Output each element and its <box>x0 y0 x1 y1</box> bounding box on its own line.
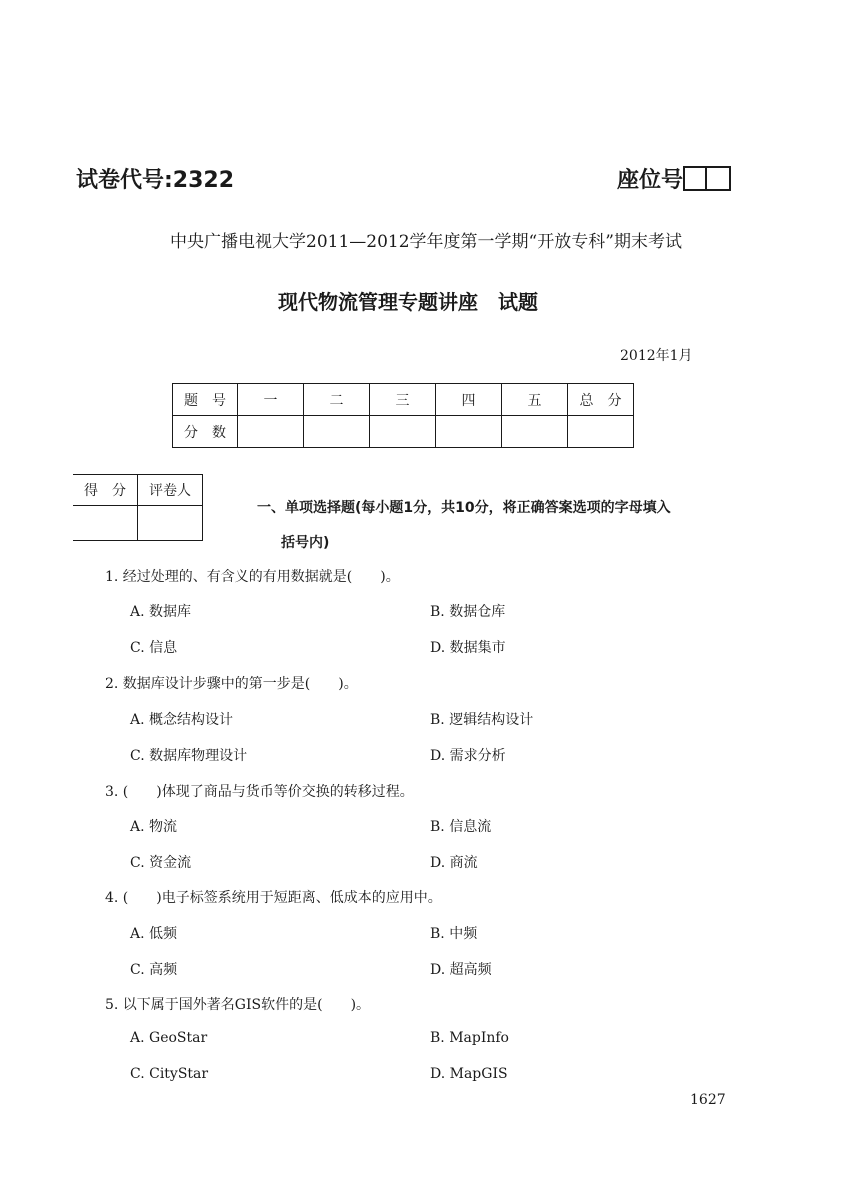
option: B. 中频 <box>430 926 478 942</box>
section-heading-cont: 括号内) <box>281 535 330 551</box>
option: A. GeoStar <box>130 1030 208 1046</box>
grader-blank-cell <box>73 506 138 541</box>
option: A. 概念结构设计 <box>130 712 234 728</box>
seat-label: 座位号 <box>617 168 684 193</box>
page-number: 1627 <box>690 1092 726 1108</box>
option: D. 商流 <box>430 855 478 871</box>
score-table-cell: 二 <box>304 384 370 416</box>
grader-score-label: 得 分 <box>73 475 138 506</box>
question-stem: 3. ( )体现了商品与货币等价交换的转移过程。 <box>105 784 414 800</box>
question-stem: 5. 以下属于国外著名GIS软件的是( )。 <box>105 997 371 1013</box>
score-blank-cell <box>568 416 634 448</box>
exam-title: 现代物流管理专题讲座 试题 <box>278 290 538 314</box>
option: C. 数据库物理设计 <box>130 748 248 764</box>
score-table-cell: 五 <box>502 384 568 416</box>
exam-header: 中央广播电视大学2011—2012学年度第一学期“开放专科”期末考试 <box>170 232 682 252</box>
score-table-header-row <box>173 384 634 416</box>
score-table <box>172 383 634 448</box>
score-table-cell: 三 <box>370 384 436 416</box>
option: D. 需求分析 <box>430 748 506 764</box>
section-heading: 一、单项选择题(每小题1分，共10分，将正确答案选项的字母填入 <box>257 500 671 516</box>
option: B. 数据仓库 <box>430 604 506 620</box>
option: D. 超高频 <box>430 962 492 978</box>
score-blank-cell <box>436 416 502 448</box>
grader-table <box>73 474 203 541</box>
grader-name-label: 评卷人 <box>138 475 203 506</box>
option: A. 数据库 <box>130 604 192 620</box>
option: D. MapGIS <box>430 1066 508 1082</box>
option: C. 资金流 <box>130 855 192 871</box>
option: C. 信息 <box>130 640 178 656</box>
exam-date: 2012年1月 <box>620 348 693 364</box>
score-table-cell: 分 数 <box>173 416 238 448</box>
question-stem: 1. 经过处理的、有含义的有用数据就是( )。 <box>105 569 400 585</box>
option: C. CityStar <box>130 1066 209 1082</box>
score-table-score-row <box>173 416 634 448</box>
option: C. 高频 <box>130 962 178 978</box>
score-table-cell: 题 号 <box>173 384 238 416</box>
seat-box-2 <box>707 166 731 191</box>
option: B. 信息流 <box>430 819 492 835</box>
option: B. MapInfo <box>430 1030 509 1046</box>
score-table-cell: 一 <box>238 384 304 416</box>
option: D. 数据集市 <box>430 640 506 656</box>
grader-blank-cell <box>138 506 203 541</box>
score-blank-cell <box>238 416 304 448</box>
seat-number-field <box>617 163 731 194</box>
option: A. 低频 <box>130 926 178 942</box>
score-blank-cell <box>304 416 370 448</box>
question-stem: 2. 数据库设计步骤中的第一步是( )。 <box>105 676 358 692</box>
option: B. 逻辑结构设计 <box>430 712 534 728</box>
paper-code: 试卷代号:2322 <box>76 168 235 193</box>
seat-box-1 <box>683 166 707 191</box>
question-stem: 4. ( )电子标签系统用于短距离、低成本的应用中。 <box>105 890 442 906</box>
score-blank-cell <box>370 416 436 448</box>
score-table-cell: 四 <box>436 384 502 416</box>
score-table-cell: 总 分 <box>568 384 634 416</box>
score-blank-cell <box>502 416 568 448</box>
option: A. 物流 <box>130 819 178 835</box>
